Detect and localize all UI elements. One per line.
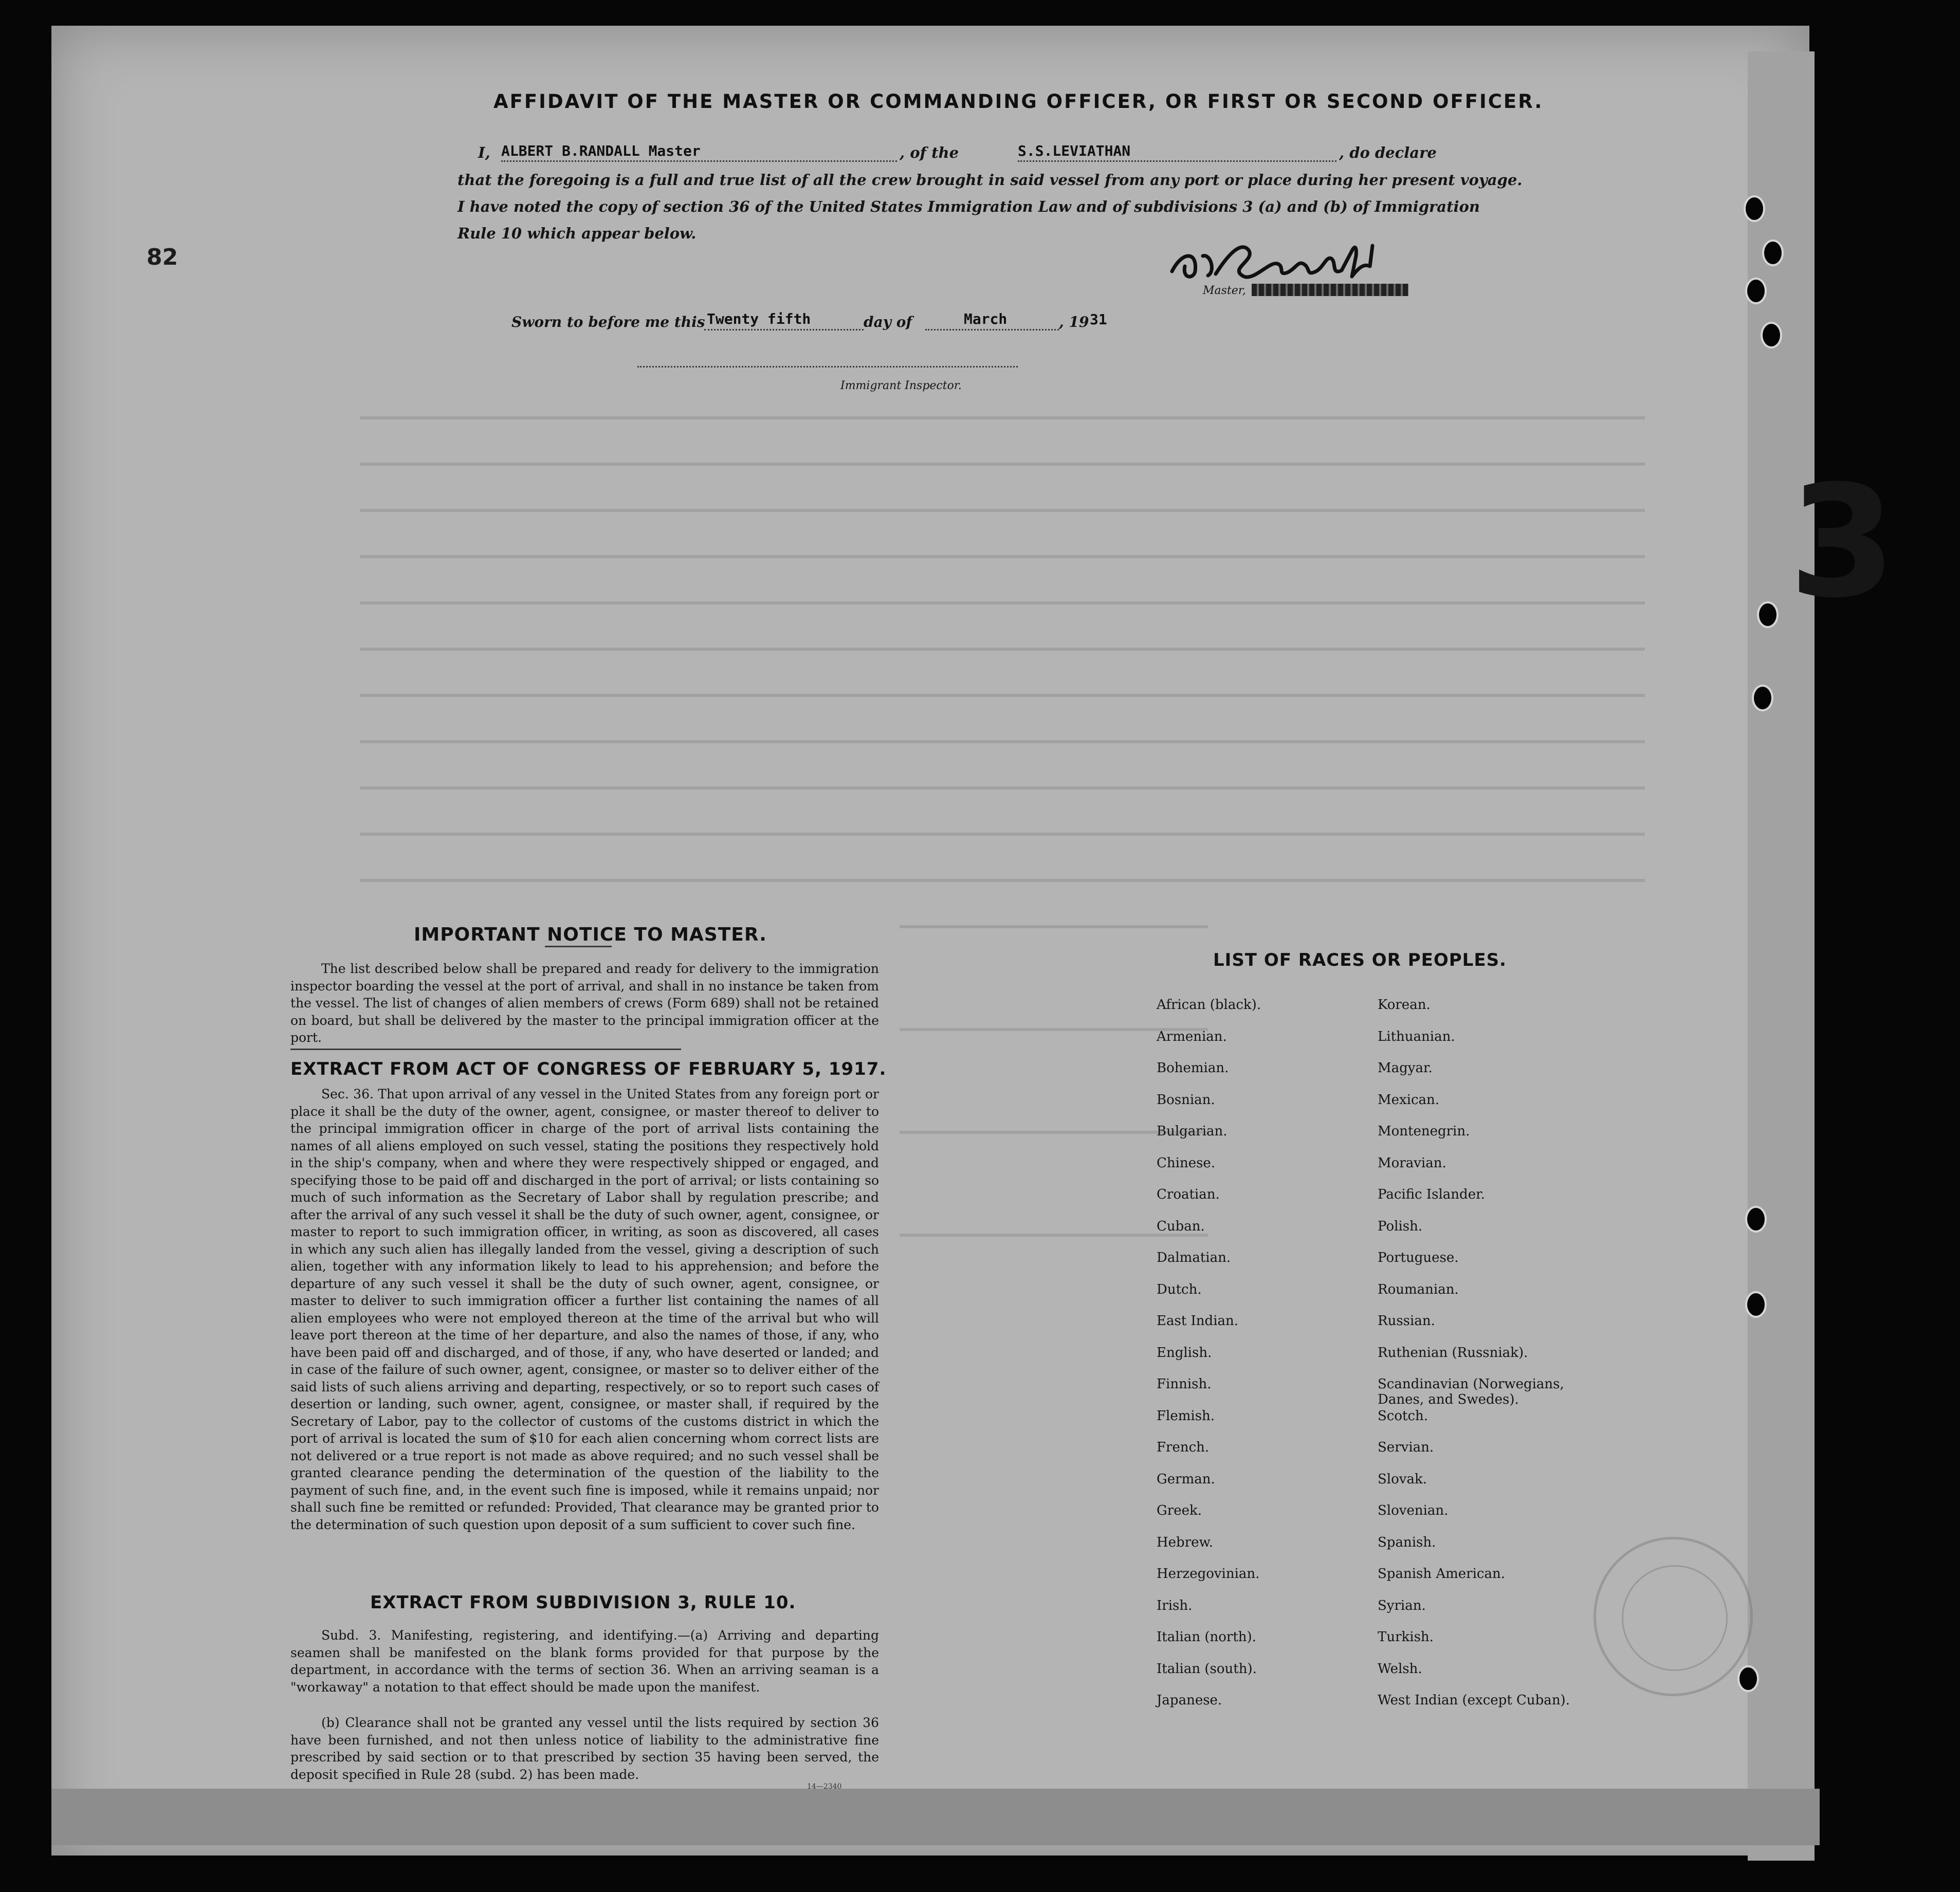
punch-hole	[1745, 1291, 1767, 1318]
race-item-right: Welsh.	[1378, 1661, 1422, 1677]
race-item-left: Dutch.	[1157, 1281, 1202, 1297]
race-item-right: Moravian.	[1378, 1155, 1446, 1171]
race-item-right: Russian.	[1378, 1313, 1435, 1329]
race-item-right: Korean.	[1378, 997, 1431, 1013]
punch-hole	[1762, 240, 1784, 266]
race-item-right: Spanish.	[1378, 1534, 1436, 1550]
race-item-left: Dalmatian.	[1157, 1250, 1231, 1265]
sworn-year-typed: 31	[1090, 311, 1107, 328]
left-margin-mark: 82	[146, 244, 178, 270]
sworn-day-line	[704, 329, 864, 330]
affidavit-line-2: that the foregoing is a full and true list of all the crew brought in said vessel from any port or place during her present voyage.	[457, 171, 1523, 189]
ghost-row	[360, 648, 1645, 651]
race-item-left: Bohemian.	[1157, 1060, 1229, 1076]
notice-heading: IMPORTANT NOTICE TO MASTER.	[414, 924, 767, 945]
race-item-left: Italian (north).	[1157, 1629, 1256, 1645]
ghost-row	[900, 925, 1208, 928]
sworn-day-typed: Twenty fifth	[707, 310, 811, 327]
ghost-row	[360, 694, 1645, 697]
race-item-left: Japanese.	[1157, 1693, 1222, 1708]
form-number: 14—2340	[807, 1783, 842, 1791]
ghost-row	[360, 879, 1645, 882]
affidavit-line-3: I have noted the copy of section 36 of the United States Immigration Law and of subdivisions 3 (a) and (b) of Immigration	[457, 198, 1480, 215]
race-item-left: Armenian.	[1157, 1028, 1227, 1044]
race-item-left: German.	[1157, 1471, 1215, 1487]
punch-hole	[1745, 278, 1767, 304]
race-item-right: Slovak.	[1378, 1471, 1427, 1487]
ghost-row	[360, 740, 1645, 743]
race-item-right: West Indian (except Cuban).	[1378, 1693, 1570, 1708]
race-item-right: Montenegrin.	[1378, 1124, 1470, 1139]
rule-heading: EXTRACT FROM SUBDIVISION 3, RULE 10.	[370, 1592, 796, 1613]
race-item-right: Scotch.	[1378, 1408, 1428, 1424]
race-item-right: Spanish American.	[1378, 1566, 1506, 1582]
ghost-row	[360, 463, 1645, 466]
sworn-prefix: Sworn to before me this	[511, 314, 705, 330]
inspector-caption: Immigrant Inspector.	[840, 379, 962, 392]
official-seal-stamp	[1593, 1537, 1753, 1696]
race-item-left: Flemish.	[1157, 1408, 1215, 1424]
race-item-left: English.	[1157, 1345, 1212, 1361]
act-heading: EXTRACT FROM ACT OF CONGRESS OF FEBRUARY 5, 1917.	[290, 1059, 887, 1079]
vessel-name-line	[1018, 160, 1336, 162]
affidavit-do-declare: , do declare	[1339, 144, 1437, 161]
ghost-row	[360, 601, 1645, 604]
act-section-36: Sec. 36. That upon arrival of any vessel in the United States from any foreign port or place it shall be the duty of the owner, agent, consignee, or master thereof to deliver to the principal immigration officer in charge of the port of arrival lists containing the names of all aliens employed on such vessel, stating the positions they respectively hold in the ship's company, when and where they were respectively shipped or engaged, and specifying those to be paid off and discharged in the port of arrival; or lists containing so much of such information as the Secretary of Labor shall by regulation prescribe; and after the arrival of any such vessel it shall be the duty of such owner, agent, consignee, or master to report to such immigration officer, in writing, as soon as discovered, all cases in which any such alien has illegally landed from the vessel, giving a description of such alien, together with any information likely to lead to his apprehension; and before the departure of any such vessel it shall be the duty of such owner, agent, consignee, or master to deliver to such immigration officer a further list containing the names of all alien employees who were not employed thereon at the time of the arrival but who will leave port thereon at the time of her departure, and also the names of those, if any, who have been paid off and discharged, and of those, if any, who have deserted or landed; and in case of the failure of such owner, agent, consignee, or master so to deliver either of the said lists of such aliens arriving and departing, respectively, or so to report such cases of desertion or landing, such owner, agent, consignee, or master shall, if required by the Secretary of Labor, pay to the collector of customs of the customs district in which the port of arrival is located the sum of $10 for each alien concerning whom correct lists are not delivered or a true report is not made as above required; and no such vessel shall be granted clearance pending the determination of the question of the liability to the payment of such fine, and, in the event such fine is imposed, while it remains unpaid; nor shall such fine be remitted or refunded: Provided, That clearance may be granted prior to the determination of such question upon deposit of a sum sufficient to cover such fine.	[290, 1087, 879, 1532]
sworn-year-prefix: , 19	[1059, 314, 1089, 330]
ghost-row	[360, 416, 1645, 419]
race-item-right: Portuguese.	[1378, 1250, 1459, 1265]
ghost-row	[360, 509, 1645, 512]
race-item-left: Herzegovinian.	[1157, 1566, 1260, 1582]
race-item-right: Polish.	[1378, 1218, 1423, 1234]
race-item-left: French.	[1157, 1440, 1210, 1455]
punch-hole	[1752, 685, 1773, 711]
page-edge	[1748, 51, 1815, 1861]
affidavit-i: I,	[478, 144, 490, 161]
race-item-left: Cuban.	[1157, 1218, 1205, 1234]
race-item-left: Bosnian.	[1157, 1092, 1215, 1108]
punch-hole	[1737, 1665, 1759, 1692]
race-item-left: Italian (south).	[1157, 1661, 1257, 1677]
race-item-left: Finnish.	[1157, 1376, 1212, 1392]
race-item-right: Ruthenian (Russniak).	[1378, 1345, 1528, 1361]
master-caption: Master,	[1203, 284, 1246, 297]
race-item-right: Servian.	[1378, 1440, 1434, 1455]
inspector-signature-line	[637, 366, 1018, 368]
punch-hole	[1744, 195, 1765, 222]
race-item-right: Lithuanian.	[1378, 1028, 1455, 1044]
punch-hole	[1761, 322, 1782, 348]
race-item-right: Syrian.	[1378, 1597, 1426, 1613]
notice-body: The list described below shall be prepared and ready for delivery to the immigration inspector boarding the vessel at the port of arrival, and shall in no instance be taken from the vessel. The list of changes of alien members of crews (Form 689) shall not be retained on board, but shall be delivered by the master to the principal immigration officer at the port.	[290, 961, 879, 1045]
race-item-left: Chinese.	[1157, 1155, 1216, 1171]
race-item-right: Slovenian.	[1378, 1503, 1449, 1518]
race-item-left: Croatian.	[1157, 1187, 1220, 1202]
race-item-right: Scandinavian (Norwegians, Danes, and Swedes).	[1378, 1376, 1564, 1407]
ghost-row	[360, 786, 1645, 789]
affidavit-line-4: Rule 10 which appear below.	[457, 225, 697, 242]
master-signature	[1167, 235, 1414, 287]
master-name-line	[501, 160, 897, 162]
race-item-left: African (black).	[1157, 997, 1261, 1013]
race-item-left: East Indian.	[1157, 1313, 1239, 1329]
sworn-month-typed: March	[964, 310, 1008, 327]
sworn-month-line	[925, 329, 1059, 330]
race-item-left: Hebrew.	[1157, 1534, 1213, 1550]
struck-title	[1252, 284, 1408, 296]
race-item-right: Mexican.	[1378, 1092, 1440, 1108]
races-right-column	[1378, 997, 1583, 1724]
rule-subd-3a: Subd. 3. Manifesting, registering, and identifying.—(a) Arriving and departing seamen shall be manifested on the blank forms provided for that purpose by the department, in accordance with the terms of section 36. When an arriving seaman is a "workaway" a notation to that effect should be made upon the manifest.	[290, 1628, 879, 1695]
page-edge-bottom	[51, 1789, 1820, 1845]
ghost-row	[360, 833, 1645, 836]
race-item-right: Roumanian.	[1378, 1281, 1459, 1297]
notice-rule	[290, 1049, 681, 1050]
race-item-left: Greek.	[1157, 1503, 1202, 1518]
punch-hole	[1745, 1206, 1767, 1233]
notice-underline	[545, 946, 612, 947]
ghost-row	[360, 555, 1645, 558]
races-left-column	[1157, 997, 1372, 1724]
affidavit-of-the: , of the	[900, 144, 959, 161]
races-heading: LIST OF RACES OR PEOPLES.	[1213, 950, 1507, 970]
vessel-name-typed: S.S.LEVIATHAN	[1018, 142, 1131, 159]
punch-hole	[1757, 601, 1779, 628]
race-item-right: Pacific Islander.	[1378, 1187, 1485, 1202]
sworn-day-of: day of	[864, 314, 912, 330]
page-number-handwritten: 3	[1789, 452, 1896, 632]
race-item-left: Irish.	[1157, 1597, 1193, 1613]
race-item-right: Magyar.	[1378, 1060, 1433, 1076]
affidavit-heading: AFFIDAVIT OF THE MASTER OR COMMANDING OFFICER, OR FIRST OR SECOND OFFICER.	[493, 90, 1544, 113]
rule-subd-3b: (b) Clearance shall not be granted any vessel until the lists required by section 36 have been furnished, and not then unless notice of liability to the administrative fine prescribed by said section or to that prescribed by section 35 having been served, the deposit specified in Rule 28 (subd. 2) has been made.	[290, 1715, 879, 1782]
master-name-typed: ALBERT B.RANDALL Master	[501, 142, 701, 159]
race-item-right: Turkish.	[1378, 1629, 1434, 1645]
race-item-left: Bulgarian.	[1157, 1124, 1228, 1139]
